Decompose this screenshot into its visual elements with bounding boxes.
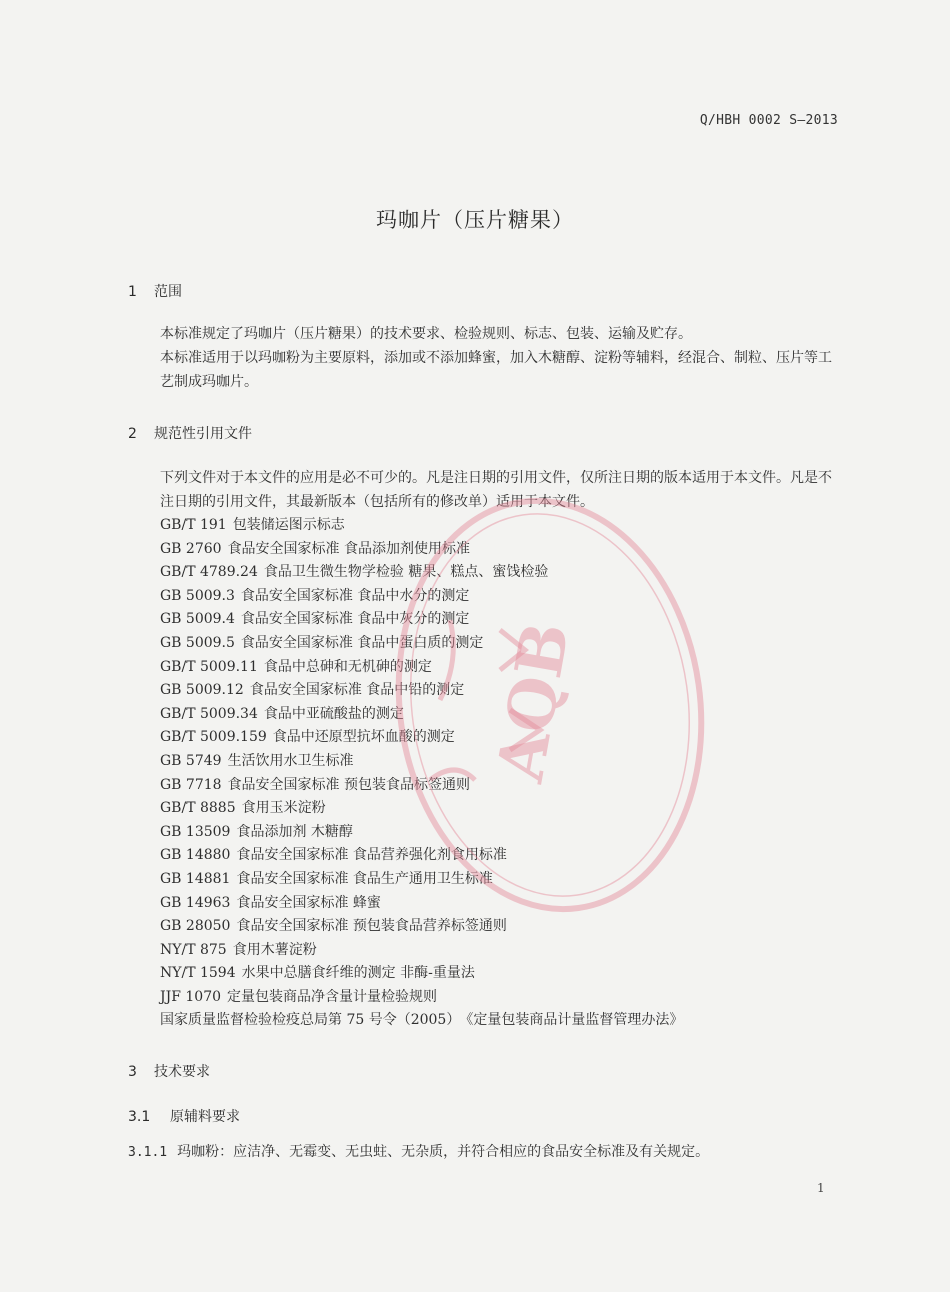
- reference-item: [160, 844, 850, 868]
- scope-paragraph-2: 本标准适用于以玛咖粉为主要原料，添加或不添加蜂蜜，加入木糖醇、淀粉等辅料，经混合、制粒、压片等工艺制成玛咖片。: [160, 350, 832, 390]
- reference-title: 食品安全国家标准 预包装食品营养标签通则: [236, 918, 507, 935]
- section-title: 技术要求: [154, 1064, 210, 1080]
- reference-item: [160, 821, 850, 845]
- reference-item: [160, 939, 850, 963]
- clause-number: 3.1.1: [128, 1145, 168, 1160]
- reference-item: [160, 892, 850, 916]
- reference-item: [160, 962, 850, 986]
- reference-title: 食品安全国家标准 食品中灰分的测定: [240, 611, 470, 628]
- reference-code: GB 14880: [160, 847, 231, 864]
- reference-title: 食用木薯淀粉: [232, 941, 317, 958]
- reference-title: 食品安全国家标准 食品中蛋白质的测定: [240, 634, 484, 651]
- section-number: 3: [128, 1064, 137, 1080]
- reference-title: 食品安全国家标准 食品生产通用卫生标准: [236, 870, 493, 887]
- document-title: 玛咖片（压片糖果）: [376, 208, 574, 232]
- reference-item: [160, 656, 850, 680]
- reference-code: JJF 1070: [160, 988, 222, 1005]
- reference-item: [160, 538, 850, 562]
- reference-code: GB 5009.4: [160, 611, 235, 628]
- reference-item: [160, 514, 850, 538]
- reference-item: [160, 797, 850, 821]
- section-3-heading: [128, 1061, 210, 1081]
- section-2-intro: [128, 466, 840, 514]
- reference-title: 食品安全国家标准 食品中铅的测定: [249, 682, 465, 699]
- reference-code: GB 5009.12: [160, 682, 244, 699]
- reference-title: 水果中总膳食纤维的测定 非酶-重量法: [241, 965, 475, 982]
- reference-item: [160, 774, 850, 798]
- reference-title: 《定量包装商品计量监督管理办法》: [466, 1012, 684, 1029]
- reference-code: NY/T 1594: [160, 965, 236, 982]
- section-number: 2: [128, 426, 137, 442]
- reference-title: 食品卫生微生物学检验 糖果、糕点、蜜饯检验: [263, 564, 549, 581]
- reference-code: GB/T 4789.24: [160, 564, 258, 581]
- reference-item: [160, 703, 850, 727]
- reference-code: GB/T 5009.11: [160, 658, 258, 675]
- reference-code: NY/T 875: [160, 941, 227, 958]
- page-number: 1: [817, 1181, 825, 1195]
- reference-item: [160, 561, 850, 585]
- reference-item: [160, 585, 850, 609]
- reference-item: [160, 608, 850, 632]
- reference-code: GB 28050: [160, 918, 231, 935]
- reference-code: GB 5009.3: [160, 587, 235, 604]
- reference-code: GB 5009.5: [160, 634, 235, 651]
- reference-title: 包装储运图示标志: [232, 517, 345, 533]
- reference-title: 食用玉米淀粉: [241, 800, 326, 817]
- normative-references-list: [160, 514, 850, 1033]
- reference-code: GB 5749: [160, 752, 222, 769]
- subsection-3-1-heading: [128, 1106, 240, 1126]
- clause-text: 玛咖粉：应洁净、无霉变、无虫蛀、无杂质，并符合相应的食品安全标准及有关规定。: [177, 1144, 710, 1160]
- references-intro-paragraph: 下列文件对于本文件的应用是必不可少的。凡是注日期的引用文件，仅所注日期的版本适用于本文件。凡是不注日期的引用文件，其最新版本（包括所有的修改单）适用于本文件。: [160, 470, 832, 510]
- section-number: 1: [128, 284, 137, 300]
- reference-item: [160, 1009, 850, 1033]
- reference-code: GB 14963: [160, 894, 231, 911]
- reference-code: GB 7718: [160, 776, 222, 793]
- reference-item: [160, 750, 850, 774]
- scope-paragraph-1: 本标准规定了玛咖片（压片糖果）的技术要求、检验规则、标志、包装、运输及贮存。: [160, 326, 692, 342]
- section-1-heading: [128, 281, 182, 301]
- reference-title: 食品安全国家标准 食品营养强化剂食用标准: [236, 847, 507, 864]
- reference-title: 定量包装商品净含量计量检验规则: [227, 988, 438, 1005]
- reference-title: 食品中亚硫酸盐的测定: [263, 705, 404, 722]
- reference-title: 食品安全国家标准 食品中水分的测定: [240, 587, 470, 604]
- reference-title: 食品安全国家标准 预包装食品标签通则: [227, 776, 471, 793]
- stamp-text: AQB: [482, 617, 585, 788]
- reference-item: [160, 868, 850, 892]
- reference-code: GB 2760: [160, 540, 222, 557]
- section-title: 规范性引用文件: [154, 426, 252, 442]
- reference-code: GB 13509: [160, 823, 231, 840]
- reference-item: [160, 915, 850, 939]
- section-title: 范围: [154, 284, 182, 300]
- reference-code: GB/T 191: [160, 517, 227, 533]
- reference-item: [160, 726, 850, 750]
- reference-code: GB/T 5009.34: [160, 705, 258, 722]
- reference-title: 食品中还原型抗坏血酸的测定: [272, 729, 455, 746]
- reference-title: 食品中总砷和无机砷的测定: [263, 658, 432, 675]
- clause-3-1-1: [128, 1141, 709, 1161]
- reference-title: 生活饮用水卫生标准: [227, 752, 354, 769]
- section-1-body: [128, 322, 840, 394]
- subsection-number: 3.1: [128, 1109, 151, 1125]
- reference-title: 食品添加剂 木糖醇: [236, 823, 353, 840]
- reference-item: [160, 632, 850, 656]
- section-2-heading: [128, 423, 252, 443]
- reference-code: GB/T 5009.159: [160, 729, 267, 746]
- reference-code: 国家质量监督检验检疫总局第 75 号令（2005）: [160, 1012, 461, 1029]
- reference-code: GB/T 8885: [160, 800, 236, 817]
- document-code: Q/HBH 0002 S—2013: [699, 113, 838, 128]
- subsection-title: 原辅料要求: [170, 1109, 240, 1125]
- reference-title: 食品安全国家标准 食品添加剂使用标准: [227, 540, 471, 557]
- reference-item: [160, 679, 850, 703]
- reference-code: GB 14881: [160, 870, 231, 887]
- reference-title: 食品安全国家标准 蜂蜜: [236, 894, 381, 911]
- reference-item: [160, 986, 850, 1010]
